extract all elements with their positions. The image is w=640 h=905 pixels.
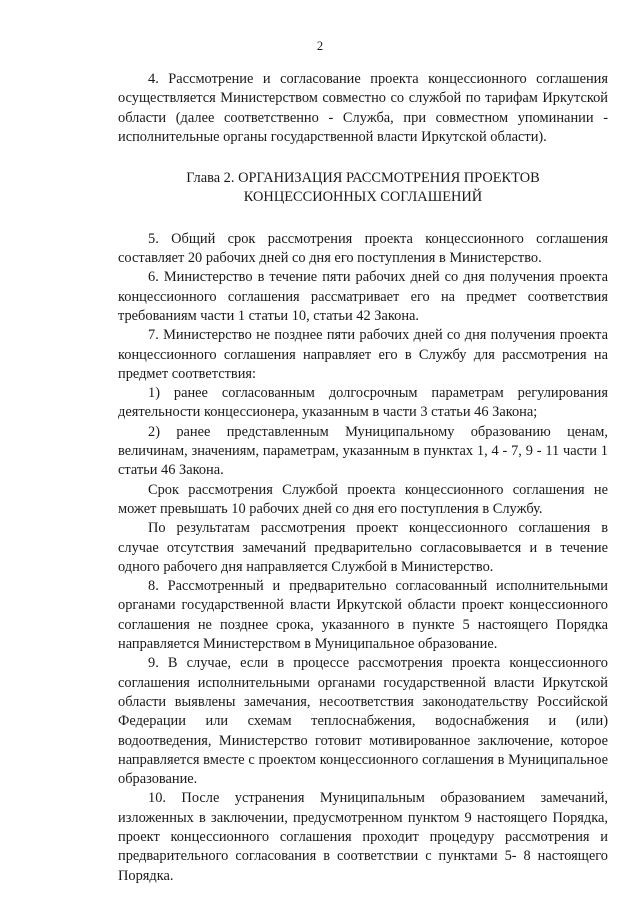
chapter-heading-line-1: Глава 2. ОРГАНИЗАЦИЯ РАССМОТРЕНИЯ ПРОЕКТОВ xyxy=(186,170,540,187)
paragraph-7: 7. Министерство не позднее пяти рабочих дней со дня получения проекта концессионного соглашения направляет его в Службу для рассмотрения на предмет соответствия: xyxy=(118,327,608,382)
paragraph-4: 4. Рассмотрение и согласование проекта концессионного соглашения осуществляется Министерством совместно со службой по тарифам Иркутской области (далее соответственно - Служба, при совместном упоминании - исполнительные органы государственной власти Иркутской области). xyxy=(118,71,608,145)
page-number: 2 xyxy=(316,39,324,53)
paragraph-7-item-1: 1) ранее согласованным долгосрочным параметрам регулирования деятельности концессионера, указанным в части 3 статьи 46 Закона; xyxy=(118,385,608,421)
paragraph-5: 5. Общий срок рассмотрения проекта концессионного соглашения составляет 20 рабочих дней со дня его поступления в Министерство. xyxy=(118,230,608,267)
document-body xyxy=(118,70,608,886)
paragraph-10: 10. После устранения Муниципальным образованием замечаний, изложенных в заключении, предусмотренном пунктом 9 настоящего Порядка, проект концессионного соглашения проходит процедуру рассмотрения и предварительного согласования в соответствии с пунктами 5- 8 настоящего Порядка. xyxy=(118,790,608,884)
paragraph-9: 9. В случае, если в процессе рассмотрения проекта концессионного соглашения исполнительными органами государственной власти Иркутской области выявлены замечания, несоответствия законодательству Российской Федерации или схемам теплоснабжения, водоснабжения и (или) водоотведения, Министерство готовит мотивированное заключение, которое направляется вместе с проектом концессионного соглашения в Муниципальное образование. xyxy=(118,655,608,788)
paragraph-6: 6. Министерство в течение пяти рабочих дней со дня получения проекта концессионного соглашения рассматривает его на предмет соответствия требованиям части 1 статьи 10, статьи 42 Закона. xyxy=(118,269,608,324)
paragraph-7-result: По результатам рассмотрения проект концессионного соглашения в случае отсутствия замечаний предварительно согласовывается и в течение одного рабочего дня направляется Службой в Министерство. xyxy=(118,520,608,575)
paragraph-8: 8. Рассмотренный и предварительно согласованный исполнительными органами государственной власти Иркутской области проект концессионного соглашения не позднее срока, указанного в пункте 5 настоящего Порядка направляется Министерством в Муниципальное образование. xyxy=(118,578,608,653)
paragraph-7-item-2: 2) ранее представленным Муниципальному образованию ценам, величинам, значениям, параметрам, указанным в пунктах 1, 4 - 7, 9 - 11 части 1 статьи 46 Закона. xyxy=(118,423,608,479)
chapter-heading-line-2: КОНЦЕССИОННЫХ СОГЛАШЕНИЙ xyxy=(243,189,483,206)
paragraph-7-term: Срок рассмотрения Службой проекта концессионного соглашения не может превышать 10 рабочих дней со дня его поступления в Службу. xyxy=(118,481,608,517)
chapter-heading xyxy=(118,169,608,208)
